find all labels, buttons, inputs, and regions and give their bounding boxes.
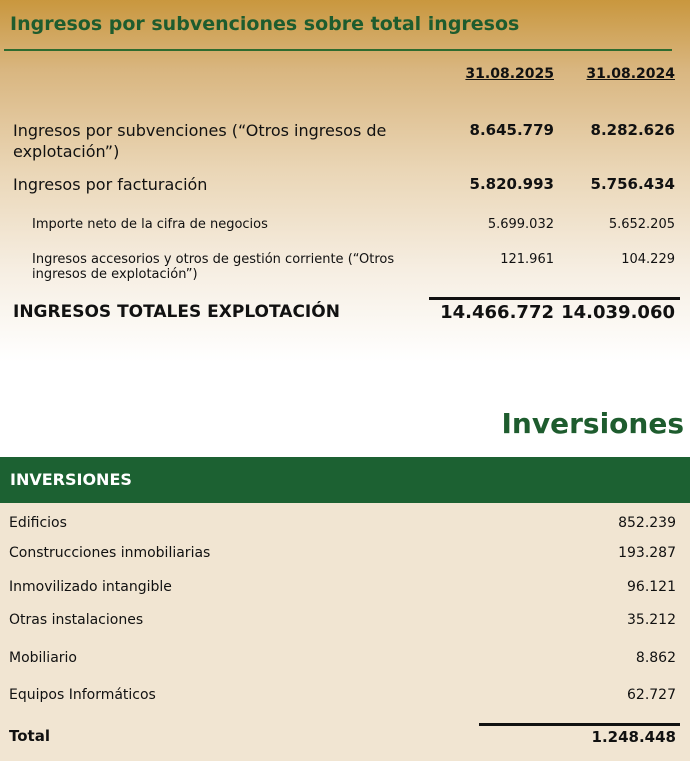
inv-row-edificios-value: 852.239 xyxy=(618,515,676,531)
inversiones-header-bar xyxy=(0,457,690,503)
inversiones-table xyxy=(0,503,690,761)
total-divider xyxy=(429,297,680,300)
inv-row-instalaciones-value: 35.212 xyxy=(627,612,676,628)
inv-total-label: Total xyxy=(9,727,50,745)
inv-row-construcciones-value: 193.287 xyxy=(618,545,676,561)
row-facturacion-label: Ingresos por facturación xyxy=(13,175,208,194)
row-facturacion-2024: 5.756.434 xyxy=(590,175,675,193)
inv-row-intangible-label: Inmovilizado intangible xyxy=(9,579,172,595)
inv-row-informaticos-label: Equipos Informáticos xyxy=(9,687,156,703)
row-facturacion-2025: 5.820.993 xyxy=(469,175,554,193)
inv-row-construcciones-label: Construcciones inmobiliarias xyxy=(9,545,211,561)
row-subvenciones-label-2: explotación”) xyxy=(13,142,120,161)
inv-row-edificios-label: Edificios xyxy=(9,515,67,531)
inv-row-intangible-value: 96.121 xyxy=(627,579,676,595)
total-2024: 14.039.060 xyxy=(561,302,675,323)
total-label: INGRESOS TOTALES EXPLOTACIÓN xyxy=(13,302,340,322)
row-cifra-negocios-label: Importe neto de la cifra de negocios xyxy=(32,217,268,232)
inv-row-mobiliario-value: 8.862 xyxy=(635,650,676,666)
col-header-2024: 31.08.2024 xyxy=(586,66,675,82)
row-accesorios-label-1: Ingresos accesorios y otros de gestión corriente (“Otros xyxy=(32,252,395,267)
ingresos-section xyxy=(0,0,690,362)
row-cifra-negocios-2024: 5.652.205 xyxy=(608,217,675,232)
total-2025: 14.466.772 xyxy=(440,302,554,323)
inv-row-informaticos-value: 62.727 xyxy=(627,687,676,703)
inversiones-bar-label: INVERSIONES xyxy=(10,470,132,489)
inv-total-value: 1.248.448 xyxy=(591,728,676,746)
inv-row-instalaciones-label: Otras instalaciones xyxy=(9,612,144,628)
row-cifra-negocios-2025: 5.699.032 xyxy=(487,217,554,232)
inv-row-mobiliario-label: Mobiliario xyxy=(9,650,77,666)
inversiones-title: Inversiones xyxy=(501,407,684,440)
row-accesorios-2025: 121.961 xyxy=(500,252,554,267)
ingresos-title: Ingresos por subvenciones sobre total ingresos xyxy=(10,13,520,35)
row-accesorios-label-2: ingresos de explotación”) xyxy=(32,267,198,282)
row-subvenciones-2025: 8.645.779 xyxy=(469,121,554,139)
title-divider xyxy=(4,49,672,51)
col-header-2025: 31.08.2025 xyxy=(465,66,554,82)
row-subvenciones-label-1: Ingresos por subvenciones (“Otros ingresos de xyxy=(13,121,387,140)
inv-total-divider xyxy=(479,723,680,726)
row-accesorios-2024: 104.229 xyxy=(621,252,675,267)
row-subvenciones-2024: 8.282.626 xyxy=(590,121,675,139)
